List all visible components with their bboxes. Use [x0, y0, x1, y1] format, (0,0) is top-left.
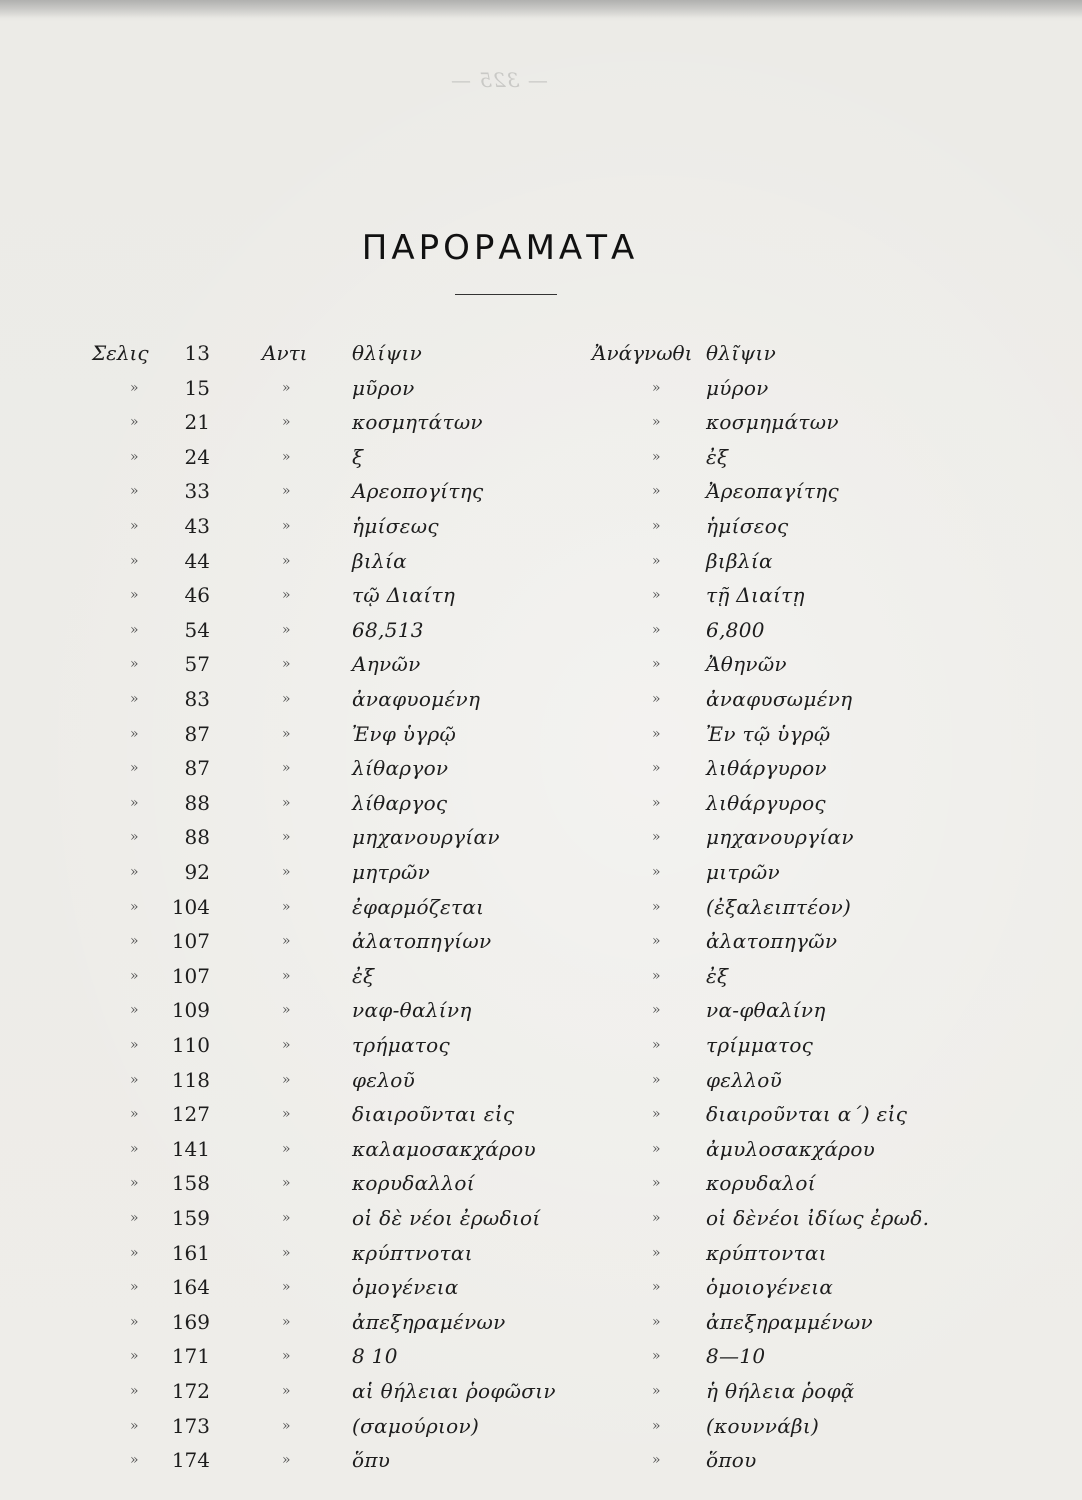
ditto-mark: » [130, 794, 139, 811]
errata-row [0, 1028, 1082, 1062]
errata-row [0, 1201, 1082, 1235]
errata-row [0, 371, 1082, 405]
corrected-text: φελλοῦ [706, 1067, 783, 1092]
errata-row [0, 1236, 1082, 1270]
ditto-mark: » [652, 1383, 661, 1399]
errata-row [0, 855, 1082, 889]
ditto-mark: » [652, 967, 661, 984]
ditto-mark: » [282, 656, 291, 673]
page-number: 107 [171, 963, 210, 988]
ditto-mark: » [282, 1383, 291, 1399]
ditto-mark: » [282, 1417, 291, 1434]
corrected-text: 6,800 [706, 617, 765, 642]
ditto-mark: » [130, 1002, 139, 1019]
errata-row [0, 1132, 1082, 1166]
errata-row [0, 544, 1082, 578]
errata-row [0, 890, 1082, 924]
page-number: 172 [171, 1379, 210, 1403]
ditto-mark: » [652, 621, 661, 638]
ditto-mark: » [652, 1037, 661, 1053]
corrected-text: ἀλατοπηγῶν [706, 929, 838, 954]
ditto-mark: » [130, 691, 139, 707]
erroneous-text: μητρῶν [352, 860, 431, 884]
erroneous-text: λίθαργον [352, 756, 449, 781]
erroneous-text: Αηνῶν [352, 652, 421, 677]
ditto-mark: » [282, 1071, 291, 1088]
ditto-mark: » [282, 1452, 291, 1469]
ditto-mark: » [130, 864, 139, 880]
page-number: 141 [171, 1136, 210, 1161]
errata-row [0, 751, 1082, 785]
ditto-mark: » [130, 448, 139, 465]
errata-row [0, 1443, 1082, 1477]
corrected-text: μύρον [706, 375, 769, 400]
corrected-text: (κουννάβι) [706, 1413, 820, 1438]
erroneous-text: θλίψιν [352, 341, 423, 365]
errata-row [0, 613, 1082, 647]
corrected-text: Ἀθηνῶν [706, 652, 787, 677]
ditto-mark: » [130, 1175, 139, 1192]
erroneous-text: μῦρον [352, 375, 415, 400]
errata-row [0, 1166, 1082, 1200]
ditto-mark: » [130, 552, 139, 569]
ditto-mark: » [282, 1175, 291, 1192]
ditto-mark: » [652, 1175, 661, 1192]
page-number: 169 [171, 1309, 210, 1334]
errata-row [0, 820, 1082, 854]
ditto-mark: » [130, 656, 139, 673]
corrected-text: θλῖψιν [706, 341, 777, 365]
ditto-mark: » [652, 1452, 661, 1469]
page-number: 43 [184, 514, 210, 538]
ditto-mark: » [282, 621, 291, 638]
ditto-mark: » [652, 864, 661, 880]
ditto-mark: » [652, 414, 661, 431]
title-text: ΠΑΡΟΡΑΜΑΤΑ [361, 228, 639, 268]
erroneous-text: φελοῦ [352, 1067, 416, 1092]
page-number: 161 [171, 1240, 210, 1265]
page-label: Σελις [92, 341, 149, 365]
ditto-mark: » [282, 1244, 291, 1261]
corrected-text: ἀναφυσωμένη [706, 687, 853, 711]
errata-row [0, 1097, 1082, 1131]
ditto-mark: » [130, 967, 139, 984]
corrected-text: λιθάργυρον [706, 756, 827, 781]
erroneous-text: ξ [352, 444, 364, 469]
corrected-text: μιτρῶν [706, 860, 780, 884]
erroneous-text: κρύπτνοται [352, 1240, 473, 1265]
corrected-text: ἐξ [706, 963, 729, 988]
ditto-mark: » [652, 518, 661, 534]
page-number: 109 [171, 998, 210, 1023]
corrected-text: τρίμματος [706, 1033, 814, 1057]
erroneous-text: (σαμούριον) [352, 1413, 480, 1438]
ditto-mark: » [282, 1037, 291, 1053]
erroneous-text: τῷ Διαίτη [352, 583, 456, 608]
ditto-mark: » [282, 829, 291, 846]
page-number: 127 [171, 1102, 210, 1127]
erroneous-text: Αρεοπογίτης [352, 479, 484, 504]
ditto-mark: » [130, 1452, 139, 1469]
corrected-text: βιβλία [706, 548, 773, 573]
errata-row [0, 405, 1082, 439]
erroneous-text: ἡμίσεως [352, 514, 439, 538]
page-number: 24 [184, 444, 210, 469]
ditto-mark: » [130, 829, 139, 846]
erroneous-text: ἀπεξηραμένων [352, 1309, 506, 1334]
page-number: 21 [184, 410, 210, 435]
ditto-mark: » [130, 1279, 139, 1296]
page-number: 87 [184, 756, 210, 781]
ditto-mark: » [282, 518, 291, 534]
page-number: 158 [171, 1171, 210, 1196]
erroneous-text: ἐφαρμόζεται [352, 894, 485, 919]
ditto-mark: » [282, 967, 291, 984]
ditto-mark: » [652, 1313, 661, 1330]
erroneous-text: ὁμογένεια [352, 1275, 459, 1300]
page-number: 110 [171, 1033, 210, 1057]
erroneous-text: ναφ-θαλίνη [352, 998, 472, 1023]
erroneous-text: ὅπυ [352, 1448, 391, 1473]
ditto-mark: » [130, 518, 139, 534]
scan-top-shadow [0, 0, 1082, 18]
errata-row [0, 647, 1082, 681]
erroneous-text: αἱ θήλειαι ῥοφῶσιν [352, 1379, 556, 1403]
page-number: 118 [171, 1067, 210, 1092]
ditto-mark: » [130, 760, 139, 777]
ditto-mark: » [130, 933, 139, 950]
ditto-mark: » [282, 1002, 291, 1019]
anti-label: Αντι [262, 341, 308, 365]
errata-row [0, 509, 1082, 543]
ditto-mark: » [130, 483, 139, 500]
corrected-text: ἀμυλοσακχάρου [706, 1136, 876, 1161]
errata-row [0, 993, 1082, 1027]
erroneous-text: 8 10 [352, 1344, 398, 1369]
erroneous-text: μηχανουργίαν [352, 825, 500, 850]
errata-row [0, 682, 1082, 716]
ditto-mark: » [130, 1071, 139, 1088]
title-rule [455, 294, 557, 295]
page-number: 171 [171, 1344, 210, 1369]
ditto-mark: » [652, 829, 661, 846]
page-number: 33 [184, 479, 210, 504]
erroneous-text: κοσμητάτων [352, 410, 483, 435]
page-number: 174 [171, 1448, 210, 1473]
ditto-mark: » [282, 898, 291, 915]
corrected-text: Ἀρεοπαγίτης [706, 479, 839, 504]
ditto-mark: » [652, 1071, 661, 1088]
corrected-text: λιθάργυρος [706, 790, 826, 815]
ditto-mark: » [282, 1140, 291, 1157]
corrected-text: να-φθαλίνη [706, 998, 826, 1023]
page-number: 173 [171, 1413, 210, 1438]
errata-row [0, 924, 1082, 958]
ditto-mark: » [282, 1279, 291, 1296]
page-title [0, 228, 1000, 268]
ditto-mark: » [282, 1210, 291, 1226]
corrected-text: κοσμημάτων [706, 410, 839, 435]
erroneous-text: λίθαργος [352, 790, 448, 815]
page-number: 104 [171, 894, 210, 919]
ditto-mark: » [652, 898, 661, 915]
ditto-mark: » [652, 1417, 661, 1434]
corrected-text: ὁμοιογένεια [706, 1275, 834, 1300]
errata-row [0, 717, 1082, 751]
page-number: 15 [184, 375, 210, 400]
ditto-mark: » [282, 448, 291, 465]
ditto-mark: » [282, 379, 291, 396]
ditto-mark: » [652, 933, 661, 950]
corrected-text: οἱ δὲνέοι ἰδίως ἐρωδ. [706, 1206, 930, 1230]
ditto-mark: » [130, 1106, 139, 1123]
corrected-text: μηχανουργίαν [706, 825, 854, 850]
erroneous-text: ἐξ [352, 963, 375, 988]
ditto-mark: » [130, 1244, 139, 1261]
errata-row [0, 786, 1082, 820]
page-number: 88 [184, 790, 210, 815]
erroneous-text: ἀναφυομένη [352, 687, 481, 711]
anagnothi-label: Ἀνάγνωθι [592, 341, 693, 365]
errata-row [0, 1339, 1082, 1373]
ditto-mark: » [282, 414, 291, 431]
page-number: 88 [184, 825, 210, 850]
corrected-text: κρύπτονται [706, 1240, 827, 1265]
page-number: 44 [184, 548, 210, 573]
ditto-mark: » [652, 448, 661, 465]
ditto-mark: » [130, 1313, 139, 1330]
ditto-mark: » [130, 379, 139, 396]
ditto-mark: » [282, 587, 291, 604]
corrected-text: Ἐν τῷ ὑγρῷ [706, 721, 831, 746]
ditto-mark: » [652, 483, 661, 500]
erroneous-text: κορυδαλλοί [352, 1171, 475, 1196]
ditto-mark: » [282, 552, 291, 569]
corrected-text: ἐξ [706, 444, 729, 469]
ditto-mark: » [282, 933, 291, 950]
erroneous-text: οἱ δὲ νέοι ἐρωδιοί [352, 1206, 541, 1230]
errata-row [0, 440, 1082, 474]
ditto-mark: » [130, 898, 139, 915]
ditto-mark: » [130, 1417, 139, 1434]
ditto-mark: » [652, 1244, 661, 1261]
erroneous-text: βιλία [352, 548, 407, 573]
page-number: 54 [184, 617, 210, 642]
errata-row [0, 578, 1082, 612]
ditto-mark: » [130, 587, 139, 604]
page-number: 13 [184, 341, 210, 365]
ditto-mark: » [130, 621, 139, 638]
ditto-mark: » [282, 864, 291, 880]
erroneous-text: καλαμοσακχάρου [352, 1136, 536, 1161]
corrected-text: ὅπου [706, 1448, 757, 1473]
ditto-mark: » [282, 1348, 291, 1365]
ditto-mark: » [130, 1037, 139, 1053]
ditto-mark: » [130, 1383, 139, 1399]
corrected-text: (ἐξαλειπτέον) [706, 894, 852, 919]
errata-row [0, 1063, 1082, 1097]
ditto-mark: » [652, 379, 661, 396]
ditto-mark: » [652, 656, 661, 673]
ditto-mark: » [130, 1210, 139, 1226]
ditto-mark: » [130, 1348, 139, 1365]
erroneous-text: τρήματος [352, 1033, 451, 1057]
errata-row [0, 959, 1082, 993]
corrected-text: ἡ θήλεια ῥοφᾷ [706, 1379, 855, 1403]
bleed-through-page-number: — 325 — [450, 68, 548, 92]
ditto-mark: » [652, 725, 661, 742]
ditto-mark: » [652, 1210, 661, 1226]
page-number: 164 [171, 1275, 210, 1300]
ditto-mark: » [652, 1348, 661, 1365]
ditto-mark: » [652, 1002, 661, 1019]
ditto-mark: » [652, 760, 661, 777]
ditto-mark: » [652, 1106, 661, 1123]
ditto-mark: » [282, 760, 291, 777]
corrected-text: τῇ Διαίτῃ [706, 583, 805, 608]
ditto-mark: » [130, 414, 139, 431]
ditto-mark: » [282, 725, 291, 742]
erroneous-text: διαιροῦνται εἰς [352, 1102, 515, 1127]
ditto-mark: » [652, 1279, 661, 1296]
errata-row [0, 1409, 1082, 1443]
ditto-mark: » [282, 483, 291, 500]
erroneous-text: ἀλατοπηγίων [352, 929, 492, 954]
page-number: 57 [184, 652, 210, 677]
page-number: 83 [184, 687, 210, 711]
erroneous-text: Ἐνφ ὑγρῷ [352, 721, 457, 746]
corrected-text: 8—10 [706, 1344, 766, 1369]
page-number: 107 [171, 929, 210, 954]
corrected-text: ἡμίσεος [706, 514, 789, 538]
ditto-mark: » [652, 587, 661, 604]
errata-row [0, 1305, 1082, 1339]
ditto-mark: » [282, 794, 291, 811]
corrected-text: ἀπεξηραμμένων [706, 1309, 873, 1334]
ditto-mark: » [282, 691, 291, 707]
page-number: 159 [171, 1206, 210, 1230]
erroneous-text: 68,513 [352, 617, 424, 642]
ditto-mark: » [652, 691, 661, 707]
ditto-mark: » [652, 1140, 661, 1157]
ditto-mark: » [652, 794, 661, 811]
corrected-text: διαιροῦνται α΄) εἰς [706, 1102, 908, 1127]
errata-row [0, 1374, 1082, 1408]
page-number: 87 [184, 721, 210, 746]
corrected-text: κορυδαλοί [706, 1171, 816, 1196]
page-number: 46 [184, 583, 210, 608]
errata-row [0, 474, 1082, 508]
ditto-mark: » [652, 552, 661, 569]
errata-row [0, 336, 1082, 370]
ditto-mark: » [282, 1106, 291, 1123]
ditto-mark: » [282, 1313, 291, 1330]
errata-row [0, 1270, 1082, 1304]
ditto-mark: » [130, 725, 139, 742]
ditto-mark: » [130, 1140, 139, 1157]
page-number: 92 [184, 860, 210, 884]
